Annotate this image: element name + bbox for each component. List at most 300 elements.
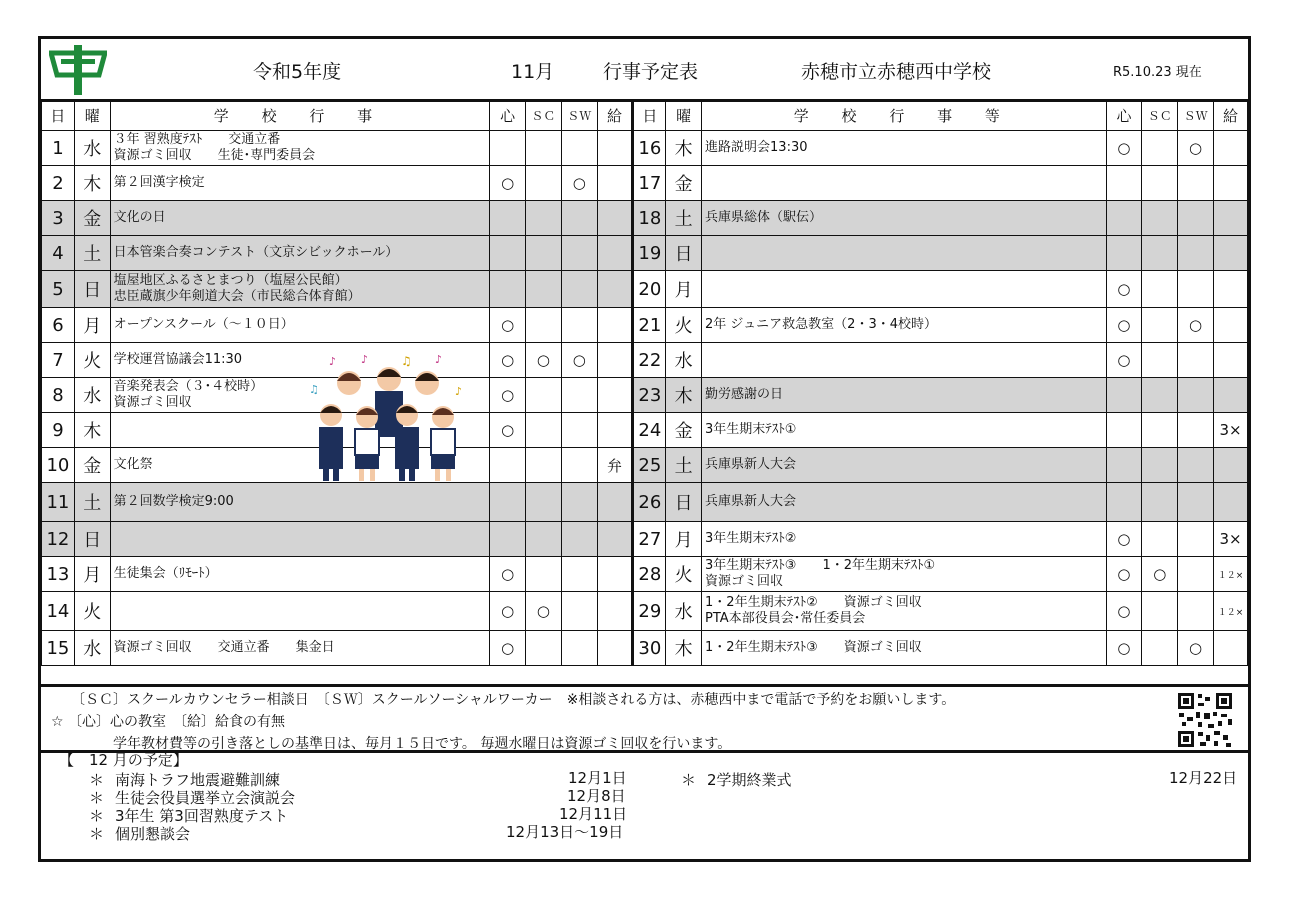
kokoro-mark: ○ <box>1106 343 1142 378</box>
table-header-row <box>42 100 1248 131</box>
svg-text:♪: ♪ <box>329 355 337 368</box>
weekday: 金 <box>666 166 702 201</box>
day-number: 7 <box>42 343 75 378</box>
next-month-heading: 【 12 月の予定】 <box>59 751 188 769</box>
sc-mark <box>526 413 562 448</box>
notes-billing: 学年教材費等の引き落としの基準日は、毎月１５日です。 毎週水曜日は資源ゴミ回収を行います。 <box>113 736 732 752</box>
day-number: 25 <box>633 448 666 483</box>
svg-text:♫: ♫ <box>309 383 319 396</box>
col-sw: ＳＷ <box>561 100 597 131</box>
weekday: 火 <box>666 557 702 592</box>
kokoro-mark: ○ <box>490 343 526 378</box>
kokoro-mark <box>490 448 526 483</box>
event-cell <box>110 236 490 271</box>
sc-mark <box>1142 378 1178 413</box>
event-cell <box>702 413 1107 448</box>
kokoro-mark <box>490 483 526 522</box>
sw-mark <box>1178 271 1214 308</box>
kokoro-mark <box>1106 201 1142 236</box>
lunch-mark: １２× <box>1214 557 1248 592</box>
col-kyu-right: 給 <box>1214 100 1248 131</box>
weekday: 日 <box>74 271 110 308</box>
lunch-mark: １２× <box>1214 592 1248 631</box>
kokoro-mark <box>490 522 526 557</box>
next-item-label: 南海トラフ地震避難訓練 <box>115 771 281 789</box>
day-number: 12 <box>42 522 75 557</box>
col-kyu: 給 <box>597 100 633 131</box>
notes-legend-kokoro: ☆ 〔心〕心の教室 〔給〕給食の有無 <box>51 714 285 730</box>
kokoro-mark <box>1106 166 1142 201</box>
kokoro-mark <box>490 236 526 271</box>
weekday: 水 <box>666 343 702 378</box>
lunch-mark <box>597 483 633 522</box>
next-item-date: 12月1日 <box>568 769 627 787</box>
sw-mark <box>1178 592 1214 631</box>
sw-mark: ○ <box>561 166 597 201</box>
col-day-right: 日 <box>633 100 666 131</box>
table-row <box>42 483 1248 522</box>
event-line: 1・2年生期末ﾃｽﾄ③ 資源ゴミ回収 <box>705 640 922 655</box>
lunch-mark <box>1214 631 1248 666</box>
col-weekday: 曜 <box>74 100 110 131</box>
day-number: 26 <box>633 483 666 522</box>
col-weekday-right: 曜 <box>666 100 702 131</box>
next-bullet: ＊ <box>89 825 105 843</box>
table-row <box>42 236 1248 271</box>
lunch-mark <box>597 201 633 236</box>
day-number: 2 <box>42 166 75 201</box>
lunch-mark <box>597 557 633 592</box>
sc-mark <box>1142 448 1178 483</box>
day-number: 14 <box>42 592 75 631</box>
lunch-mark <box>1214 131 1248 166</box>
kokoro-mark: ○ <box>1106 131 1142 166</box>
sw-mark <box>561 236 597 271</box>
weekday: 土 <box>666 201 702 236</box>
sc-mark <box>526 166 562 201</box>
event-line: 進路説明会13:30 <box>705 140 808 155</box>
event-line: 資源ゴミ回収 生徒･専門委員会 <box>113 148 316 163</box>
sw-mark <box>1178 378 1214 413</box>
weekday: 火 <box>74 592 110 631</box>
sc-mark: ○ <box>526 343 562 378</box>
sw-mark <box>1178 166 1214 201</box>
event-line: 勤労感謝の日 <box>705 387 784 402</box>
event-line: 第２回漢字検定 <box>113 175 205 190</box>
lunch-mark <box>597 631 633 666</box>
sw-mark <box>1178 236 1214 271</box>
day-number: 20 <box>633 271 666 308</box>
sw-mark: ○ <box>561 343 597 378</box>
event-line: PTA本部役員会･常任委員会 <box>705 611 866 626</box>
sw-mark <box>561 131 597 166</box>
weekday: 月 <box>74 308 110 343</box>
day-number: 15 <box>42 631 75 666</box>
day-number: 30 <box>633 631 666 666</box>
weekday: 金 <box>74 201 110 236</box>
col-events-left: 学 校 行 事 <box>110 100 490 131</box>
sc-mark <box>1142 483 1178 522</box>
event-cell <box>702 557 1107 592</box>
school-emblem-icon <box>49 45 107 95</box>
next-item-date: 12月11日 <box>559 805 628 823</box>
event-line: 塩屋地区ふるさとまつり（塩屋公民館） <box>113 273 348 288</box>
weekday: 水 <box>74 378 110 413</box>
lunch-mark <box>597 166 633 201</box>
sc-mark <box>526 631 562 666</box>
col-events-right: 学 校 行 事 等 <box>702 100 1107 131</box>
weekday: 土 <box>666 448 702 483</box>
sw-mark <box>561 201 597 236</box>
kokoro-mark <box>1106 413 1142 448</box>
day-number: 3 <box>42 201 75 236</box>
weekday: 日 <box>74 522 110 557</box>
fiscal-year: 令和5年度 <box>253 61 342 83</box>
sc-mark <box>526 236 562 271</box>
header <box>41 39 1248 102</box>
lunch-mark <box>597 308 633 343</box>
day-number: 11 <box>42 483 75 522</box>
kokoro-mark: ○ <box>490 166 526 201</box>
event-line: 第２回数学検定9:00 <box>113 494 234 509</box>
event-cell <box>702 378 1107 413</box>
day-number: 10 <box>42 448 75 483</box>
kokoro-mark <box>490 131 526 166</box>
table-row <box>42 131 1248 166</box>
weekday: 日 <box>666 236 702 271</box>
svg-text:♪: ♪ <box>361 355 369 366</box>
sw-mark <box>561 631 597 666</box>
sc-mark <box>1142 166 1178 201</box>
event-line: 日本管楽合奏コンテスト（文京シビックホール） <box>113 245 399 260</box>
lunch-mark <box>1214 378 1248 413</box>
col-sc-right: ＳＣ <box>1142 100 1178 131</box>
kokoro-mark: ○ <box>1106 631 1142 666</box>
event-cell <box>702 166 1107 201</box>
weekday: 月 <box>666 271 702 308</box>
sw-mark <box>561 448 597 483</box>
sc-mark <box>526 557 562 592</box>
day-number: 28 <box>633 557 666 592</box>
notes-legend-sc-sw: 〔ＳＣ〕スクールカウンセラー相談日 〔ＳＷ〕スクールソーシャルワーカー ※相談される方は、赤穂西中まで電話で予約をお願いします。 <box>71 692 956 708</box>
event-line: 音楽発表会（３･４校時） <box>113 379 264 394</box>
sc-mark <box>526 131 562 166</box>
weekday: 木 <box>74 413 110 448</box>
event-cell <box>702 343 1107 378</box>
event-cell <box>110 592 490 631</box>
day-number: 1 <box>42 131 75 166</box>
sw-mark <box>561 483 597 522</box>
event-cell <box>702 483 1107 522</box>
sc-mark <box>1142 308 1178 343</box>
sw-mark <box>561 413 597 448</box>
kokoro-mark <box>1106 483 1142 522</box>
next-item-label: 3年生 第3回習熟度テスト <box>115 807 289 825</box>
sw-mark <box>1178 557 1214 592</box>
lunch-mark <box>597 131 633 166</box>
sc-mark <box>526 483 562 522</box>
event-line: 3年生期末ﾃｽﾄ② <box>705 531 797 546</box>
event-line: 資源ゴミ回収 <box>113 395 192 410</box>
weekday: 水 <box>74 631 110 666</box>
day-number: 27 <box>633 522 666 557</box>
kokoro-mark: ○ <box>490 308 526 343</box>
event-line: 文化の日 <box>113 210 166 225</box>
kokoro-mark: ○ <box>490 631 526 666</box>
next-bullet-right: ＊ <box>681 771 697 789</box>
day-number: 9 <box>42 413 75 448</box>
sw-mark: ○ <box>1178 631 1214 666</box>
day-number: 16 <box>633 131 666 166</box>
event-cell <box>702 448 1107 483</box>
kokoro-mark: ○ <box>490 557 526 592</box>
col-sc: ＳＣ <box>526 100 562 131</box>
sw-mark <box>1178 413 1214 448</box>
schedule-grid <box>41 99 1248 666</box>
day-number: 4 <box>42 236 75 271</box>
next-item-label: 生徒会役員選挙立会演説会 <box>115 789 296 807</box>
chorus-students-illustration <box>309 355 471 483</box>
event-line: 2年 ジュニア救急教室（2・3・4校時） <box>705 317 937 332</box>
day-number: 29 <box>633 592 666 631</box>
sc-mark <box>1142 413 1178 448</box>
event-line: 1・2年生期末ﾃｽﾄ② 資源ゴミ回収 <box>705 595 922 610</box>
table-row <box>42 592 1248 631</box>
kokoro-mark: ○ <box>490 413 526 448</box>
weekday: 日 <box>666 483 702 522</box>
lunch-mark <box>1214 201 1248 236</box>
col-day: 日 <box>42 100 75 131</box>
weekday: 木 <box>666 131 702 166</box>
lunch-mark <box>597 522 633 557</box>
lunch-mark <box>1214 308 1248 343</box>
sc-mark <box>526 522 562 557</box>
table-row <box>42 448 1248 483</box>
weekday: 木 <box>74 166 110 201</box>
day-number: 24 <box>633 413 666 448</box>
kokoro-mark: ○ <box>1106 522 1142 557</box>
event-cell <box>702 201 1107 236</box>
event-line: 資源ゴミ回収 交通立番 集金日 <box>113 640 335 655</box>
svg-text:♪: ♪ <box>435 355 443 366</box>
school-name: 赤穂市立赤穂西中学校 <box>801 61 992 83</box>
table-row <box>42 308 1248 343</box>
weekday: 土 <box>74 236 110 271</box>
weekday: 金 <box>74 448 110 483</box>
sw-mark <box>561 522 597 557</box>
table-row <box>42 378 1248 413</box>
col-kokoro: 心 <box>490 100 526 131</box>
svg-text:♫: ♫ <box>401 355 412 368</box>
table-row <box>42 522 1248 557</box>
notes-section <box>41 684 1248 753</box>
page-title: 行事予定表 <box>603 61 699 83</box>
event-cell <box>110 557 490 592</box>
sc-mark <box>1142 592 1178 631</box>
sc-mark <box>526 448 562 483</box>
sc-mark <box>526 308 562 343</box>
month-label: 11月 <box>511 61 555 83</box>
event-line: 生徒集会（ﾘﾓｰﾄ） <box>113 566 218 581</box>
event-line: ３年 習熟度ﾃｽﾄ 交通立番 <box>113 132 281 147</box>
qr-code-icon <box>1176 691 1234 749</box>
kokoro-mark: ○ <box>1106 592 1142 631</box>
day-number: 23 <box>633 378 666 413</box>
next-item-label: 個別懇談会 <box>115 825 191 843</box>
event-cell <box>702 522 1107 557</box>
sc-mark <box>526 201 562 236</box>
lunch-mark: 弁 <box>597 448 633 483</box>
event-line: オープンスクール（～１０日） <box>113 317 294 332</box>
svg-text:♪: ♪ <box>455 385 463 398</box>
sc-mark <box>1142 271 1178 308</box>
event-cell <box>110 201 490 236</box>
event-line: 兵庫県新人大会 <box>705 457 797 472</box>
table-row <box>42 631 1248 666</box>
lunch-mark <box>597 378 633 413</box>
sw-mark: ○ <box>1178 308 1214 343</box>
table-row <box>42 413 1248 448</box>
lunch-mark <box>1214 483 1248 522</box>
weekday: 土 <box>74 483 110 522</box>
lunch-mark <box>597 236 633 271</box>
weekday: 月 <box>74 557 110 592</box>
weekday: 火 <box>666 308 702 343</box>
table-row <box>42 271 1248 308</box>
kokoro-mark <box>1106 236 1142 271</box>
event-cell <box>702 592 1107 631</box>
day-number: 5 <box>42 271 75 308</box>
sw-mark <box>561 592 597 631</box>
day-number: 22 <box>633 343 666 378</box>
event-line: 資源ゴミ回収 <box>705 574 784 589</box>
table-row <box>42 557 1248 592</box>
next-bullet: ＊ <box>89 771 105 789</box>
lunch-mark <box>1214 343 1248 378</box>
event-cell <box>702 308 1107 343</box>
kokoro-mark: ○ <box>1106 308 1142 343</box>
event-cell <box>110 308 490 343</box>
event-line: 兵庫県総体（駅伝） <box>705 210 823 225</box>
sc-mark <box>1142 522 1178 557</box>
lunch-mark <box>1214 236 1248 271</box>
next-item-right-label: 2学期終業式 <box>707 771 792 789</box>
sc-mark <box>1142 236 1178 271</box>
sc-mark: ○ <box>526 592 562 631</box>
sw-mark <box>1178 522 1214 557</box>
day-number: 19 <box>633 236 666 271</box>
event-cell <box>702 271 1107 308</box>
event-cell <box>110 631 490 666</box>
sw-mark <box>1178 343 1214 378</box>
event-cell <box>110 131 490 166</box>
sc-mark: ○ <box>1142 557 1178 592</box>
col-sw-right: ＳＷ <box>1178 100 1214 131</box>
sw-mark <box>1178 483 1214 522</box>
sw-mark <box>561 378 597 413</box>
lunch-mark <box>597 592 633 631</box>
sw-mark <box>1178 448 1214 483</box>
table-row <box>42 201 1248 236</box>
day-number: 13 <box>42 557 75 592</box>
lunch-mark: 3× <box>1214 413 1248 448</box>
sc-mark <box>1142 201 1178 236</box>
kokoro-mark <box>1106 448 1142 483</box>
sc-mark <box>1142 131 1178 166</box>
event-cell <box>702 131 1107 166</box>
event-cell <box>110 166 490 201</box>
event-line: 文化祭 <box>113 457 153 472</box>
lunch-mark <box>1214 166 1248 201</box>
event-line: 学校運営協議会11:30 <box>113 352 243 367</box>
event-cell <box>110 483 490 522</box>
lunch-mark <box>597 271 633 308</box>
kokoro-mark <box>1106 378 1142 413</box>
weekday: 木 <box>666 378 702 413</box>
day-number: 17 <box>633 166 666 201</box>
sw-mark <box>1178 201 1214 236</box>
weekday: 水 <box>666 592 702 631</box>
sc-mark <box>526 271 562 308</box>
lunch-mark <box>597 413 633 448</box>
kokoro-mark: ○ <box>490 592 526 631</box>
event-cell <box>110 271 490 308</box>
schedule-table <box>41 99 1248 666</box>
sc-mark <box>526 378 562 413</box>
kokoro-mark <box>490 201 526 236</box>
schedule-sheet <box>38 36 1251 862</box>
sw-mark: ○ <box>1178 131 1214 166</box>
day-number: 21 <box>633 308 666 343</box>
sw-mark <box>561 557 597 592</box>
event-line: 忠臣蔵旗少年剣道大会（市民総合体育館） <box>113 289 361 304</box>
day-number: 8 <box>42 378 75 413</box>
event-line: 3年生期末ﾃｽﾄ① <box>705 422 797 437</box>
lunch-mark <box>597 343 633 378</box>
kokoro-mark: ○ <box>1106 557 1142 592</box>
table-row <box>42 343 1248 378</box>
sc-mark <box>1142 343 1178 378</box>
next-item-date: 12月8日 <box>567 787 626 805</box>
weekday: 月 <box>666 522 702 557</box>
weekday: 木 <box>666 631 702 666</box>
sw-mark <box>561 308 597 343</box>
next-month-section <box>41 747 1248 859</box>
event-cell <box>702 631 1107 666</box>
next-item-right-date: 12月22日 <box>1169 769 1238 787</box>
as-of-date: R5.10.23 現在 <box>1113 65 1202 80</box>
next-bullet: ＊ <box>89 789 105 807</box>
event-line: 兵庫県新人大会 <box>705 494 797 509</box>
kokoro-mark: ○ <box>490 378 526 413</box>
kokoro-mark <box>490 271 526 308</box>
day-number: 6 <box>42 308 75 343</box>
weekday: 金 <box>666 413 702 448</box>
kokoro-mark: ○ <box>1106 271 1142 308</box>
lunch-mark: 3× <box>1214 522 1248 557</box>
event-cell <box>110 522 490 557</box>
lunch-mark <box>1214 271 1248 308</box>
lunch-mark <box>1214 448 1248 483</box>
event-line: 3年生期末ﾃｽﾄ③ 1・2年生期末ﾃｽﾄ① <box>705 558 936 573</box>
next-bullet: ＊ <box>89 807 105 825</box>
next-item-date: 12月13日～19日 <box>506 823 624 841</box>
table-row <box>42 166 1248 201</box>
event-cell <box>702 236 1107 271</box>
day-number: 18 <box>633 201 666 236</box>
weekday: 火 <box>74 343 110 378</box>
sc-mark <box>1142 631 1178 666</box>
